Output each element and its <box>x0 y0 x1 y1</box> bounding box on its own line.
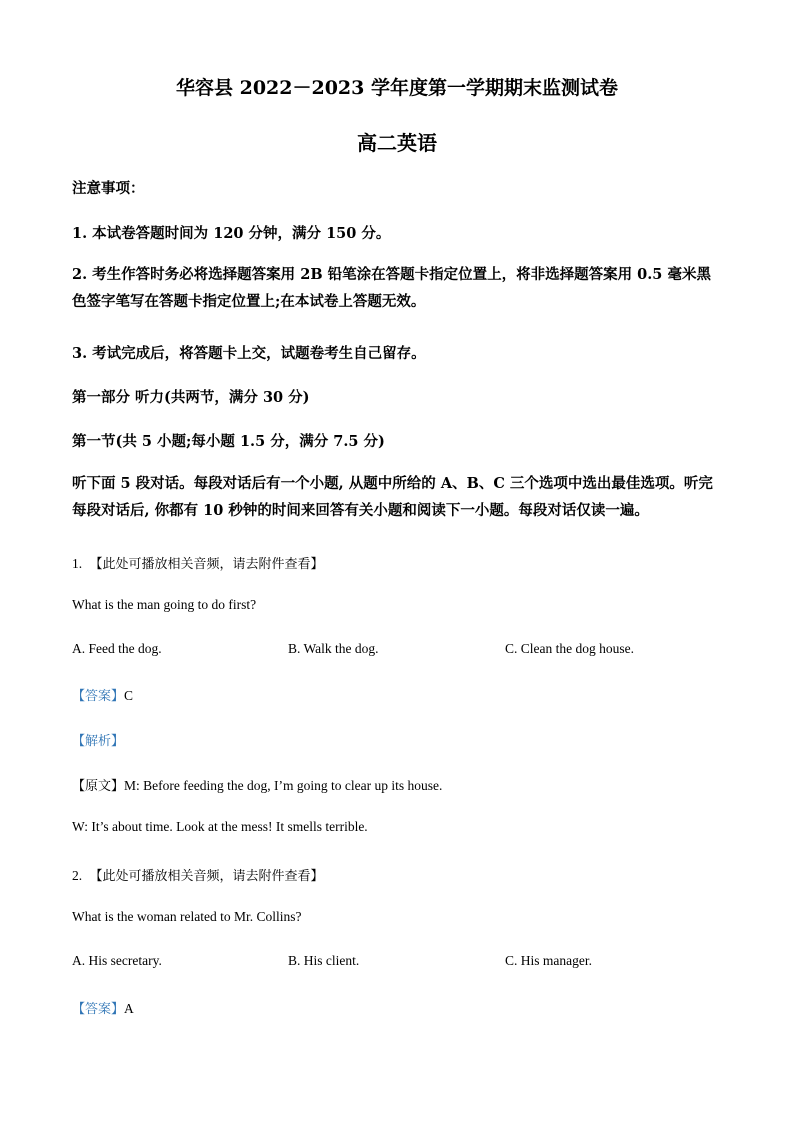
note-item-3: 3. 考试完成后，将答题卡上交，试题卷考生自己留存。 <box>72 345 426 362</box>
audio-note[interactable]: 【此处可播放相关音频，请去附件查看】 <box>89 869 324 884</box>
question-number: 2. <box>72 868 83 883</box>
question-prompt: What is the woman related to Mr. Collins? <box>72 909 302 924</box>
transcript-line-1 <box>72 775 442 794</box>
listening-instructions: 听下面 5 段对话。每段对话后有一个小题, 从题中所给的 A、B、C 三个选项中选出最佳选项。听完每段对话后, 你都有 10 秒钟的时间来回答有关小题和阅读下一小题。每段对话仅读一遍。 <box>72 475 713 519</box>
part1-heading: 第一部分 听力(共两节，满分 30 分) <box>72 389 310 406</box>
transcript-line-2: W: It’s about time. Look at the mess! It smells terrible. <box>72 819 368 834</box>
option-a[interactable]: A. Feed the dog. <box>72 641 162 656</box>
question-prompt: What is the man going to do first? <box>72 597 257 612</box>
answer-line <box>72 685 133 704</box>
option-c[interactable]: C. His manager. <box>505 953 592 968</box>
answer-value: C <box>124 688 134 703</box>
question-2-header <box>72 865 324 884</box>
answer-line <box>72 998 134 1017</box>
exam-subtitle: 高二英语 <box>357 131 437 155</box>
analysis-label: 【解析】 <box>72 734 125 749</box>
answer-value: A <box>124 1001 134 1016</box>
section1-heading: 第一节(共 5 小题;每小题 1.5 分，满分 7.5 分) <box>72 433 385 450</box>
question-number: 1. <box>72 556 83 571</box>
note-item-2: 2. 考生作答时务必将选择题答案用 2B 铅笔涂在答题卡指定位置上，将非选择题答案用 0.5 毫米黑色签字笔写在答题卡指定位置上;在本试卷上答题无效。 <box>72 266 711 310</box>
option-b[interactable]: B. His client. <box>288 953 360 968</box>
answer-label: 【答案】 <box>72 1002 125 1017</box>
original-label: 【原文】 <box>72 779 125 794</box>
option-b[interactable]: B. Walk the dog. <box>288 641 379 656</box>
option-c[interactable]: C. Clean the dog house. <box>505 641 634 656</box>
answer-label: 【答案】 <box>72 689 125 704</box>
transcript-text: M: Before feeding the dog, I’m going to clear up its house. <box>124 778 443 793</box>
exam-title: 华容县 2022－2023 学年度第一学期期末监测试卷 <box>176 77 618 99</box>
notes-heading: 注意事项： <box>72 180 145 197</box>
note-item-1: 1. 本试卷答题时间为 120 分钟，满分 150 分。 <box>72 225 391 242</box>
audio-note[interactable]: 【此处可播放相关音频，请去附件查看】 <box>89 557 324 572</box>
analysis-line <box>72 730 124 749</box>
option-a[interactable]: A. His secretary. <box>72 953 162 968</box>
question-1-header <box>72 553 324 572</box>
